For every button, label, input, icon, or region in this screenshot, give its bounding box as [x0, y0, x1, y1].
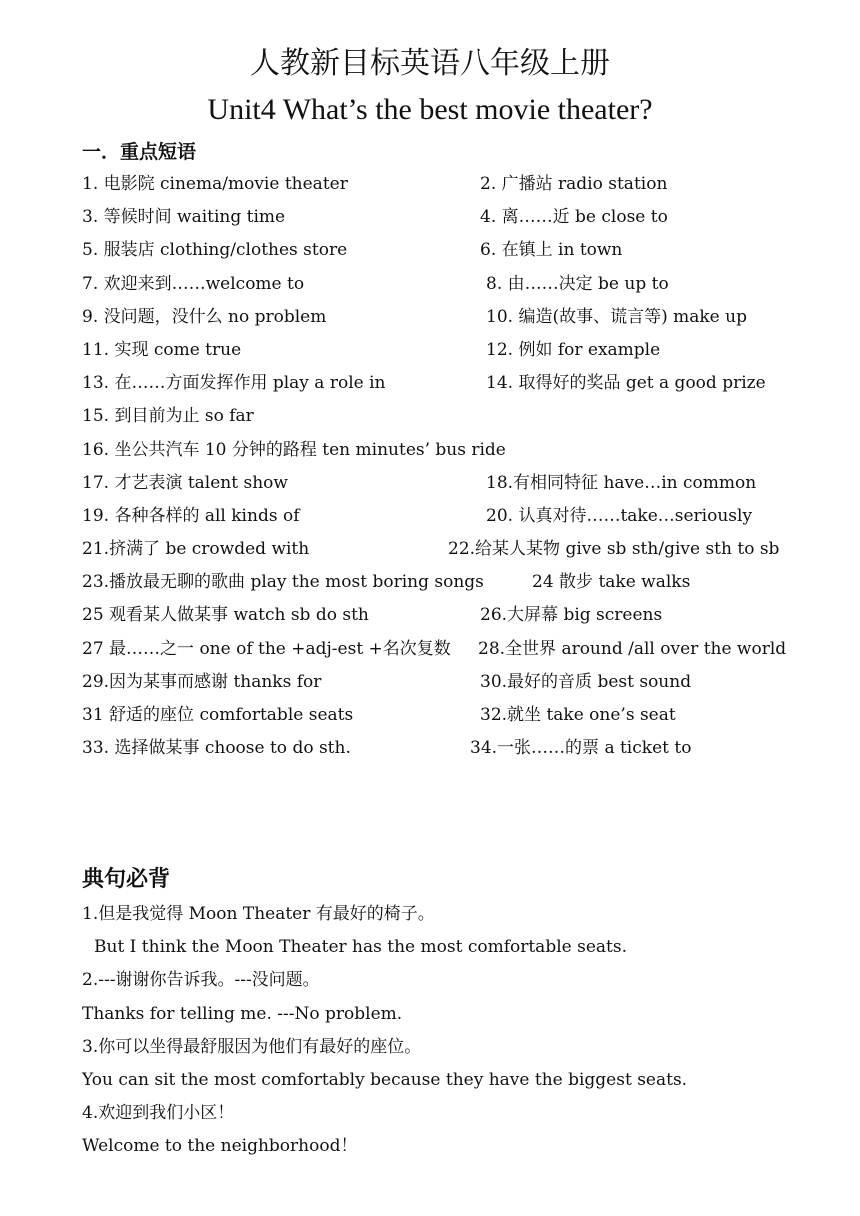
phrase-item: 22.给某人某物 give sb sth/give sth to sb [448, 539, 780, 560]
key-sentences-list [82, 898, 802, 1164]
phrase-item: 12. 例如 for example [486, 339, 661, 360]
phrase-item: 32.就坐 take one’s seat [480, 705, 676, 725]
phrase-item: 5. 服装店 clothing/clothes store [82, 240, 348, 261]
document-title-chinese: 人教新目标英语八年级上册 [250, 46, 610, 81]
phrase-row [82, 633, 787, 666]
sentence-english: But I think the Moon Theater has the most comfortable seats. [94, 937, 627, 958]
phrase-item: 19. 各种各样的 all kinds of [82, 505, 300, 526]
sentence-chinese: 2.---谢谢你告诉我。---没问题。 [82, 970, 320, 991]
phrase-row [82, 500, 782, 533]
phrase-row [82, 301, 782, 334]
phrase-item: 26.大屏幕 big screens [480, 605, 663, 626]
phrase-row [82, 599, 782, 632]
sentence-chinese: 1.但是我觉得 Moon Theater 有最好的椅子。 [82, 904, 435, 924]
phrase-row [82, 168, 782, 201]
sentence-chinese: 3.你可以坐得最舒服因为他们有最好的座位。 [82, 1036, 422, 1057]
phrase-item: 16. 坐公共汽车 10 分钟的路程 ten minutes’ bus ride [82, 439, 506, 460]
phrase-row [82, 533, 782, 566]
phrase-row [82, 201, 782, 234]
document-title-english: Unit4 What’s the best movie theater? [207, 93, 653, 126]
phrase-row [82, 566, 782, 599]
phrase-item: 27 最……之一 one of the +adj-est +名次复数 [82, 638, 451, 659]
phrase-row [82, 367, 782, 400]
phrase-item: 34.一张……的票 a ticket to [470, 738, 692, 759]
phrase-item: 10. 编造(故事、谎言等) make up [486, 306, 747, 327]
phrase-item: 25 观看某人做某事 watch sb do sth [82, 605, 369, 626]
phrase-row [82, 699, 782, 732]
phrase-item: 23.播放最无聊的歌曲 play the most boring songs [82, 572, 484, 593]
phrase-item: 24 散步 take walks [532, 572, 691, 593]
phrase-item: 4. 离……近 be close to [480, 207, 668, 228]
sentence-chinese: 4.欢迎到我们小区！ [82, 1103, 235, 1124]
phrase-row [82, 334, 782, 367]
phrase-item: 11. 实现 come true [82, 339, 242, 360]
phrase-item: 20. 认真对待……take…seriously [486, 505, 753, 526]
phrase-item: 1. 电影院 cinema/movie theater [82, 174, 348, 194]
phrase-row [82, 234, 782, 267]
key-phrases-list [82, 168, 787, 765]
phrase-item: 30.最好的音质 best sound [480, 671, 692, 692]
phrase-item: 17. 才艺表演 talent show [82, 472, 288, 493]
phrase-item: 21.挤满了 be crowded with [82, 539, 310, 560]
sentence-english: Thanks for telling me. ---No problem. [82, 1003, 403, 1024]
phrase-item: 7. 欢迎来到……welcome to [82, 273, 305, 294]
phrase-item: 3. 等候时间 waiting time [82, 207, 286, 228]
phrase-row [82, 467, 782, 500]
section-heading-key-sentences: 典句必背 [82, 867, 171, 892]
phrase-row [82, 732, 782, 765]
phrase-row [82, 666, 782, 699]
phrase-item: 29.因为某事而感谢 thanks for [82, 671, 322, 692]
phrase-item: 2. 广播站 radio station [480, 174, 668, 194]
phrase-row [82, 400, 782, 433]
phrase-item: 18.有相同特征 have…in common [486, 472, 757, 493]
phrase-item: 15. 到目前为止 so far [82, 406, 254, 427]
phrase-item: 9. 没问题，没什么 no problem [82, 306, 327, 327]
phrase-row [82, 268, 782, 301]
section-heading-key-phrases: 一．重点短语 [82, 141, 197, 163]
phrase-item: 6. 在镇上 in town [480, 240, 623, 261]
phrase-item: 8. 由……决定 be up to [486, 273, 669, 294]
phrase-item: 14. 取得好的奖品 get a good prize [486, 373, 766, 394]
phrase-item: 33. 选择做某事 choose to do sth. [82, 738, 351, 759]
phrase-item: 31 舒适的座位 comfortable seats [82, 705, 354, 725]
phrase-item: 13. 在……方面发挥作用 play a role in [82, 373, 386, 394]
phrase-item: 28.全世界 around /all over the world [478, 638, 787, 659]
sentence-english: You can sit the most comfortably because they have the biggest seats. [82, 1069, 688, 1090]
sentence-english: Welcome to the neighborhood！ [82, 1136, 358, 1157]
phrase-row [82, 434, 782, 467]
